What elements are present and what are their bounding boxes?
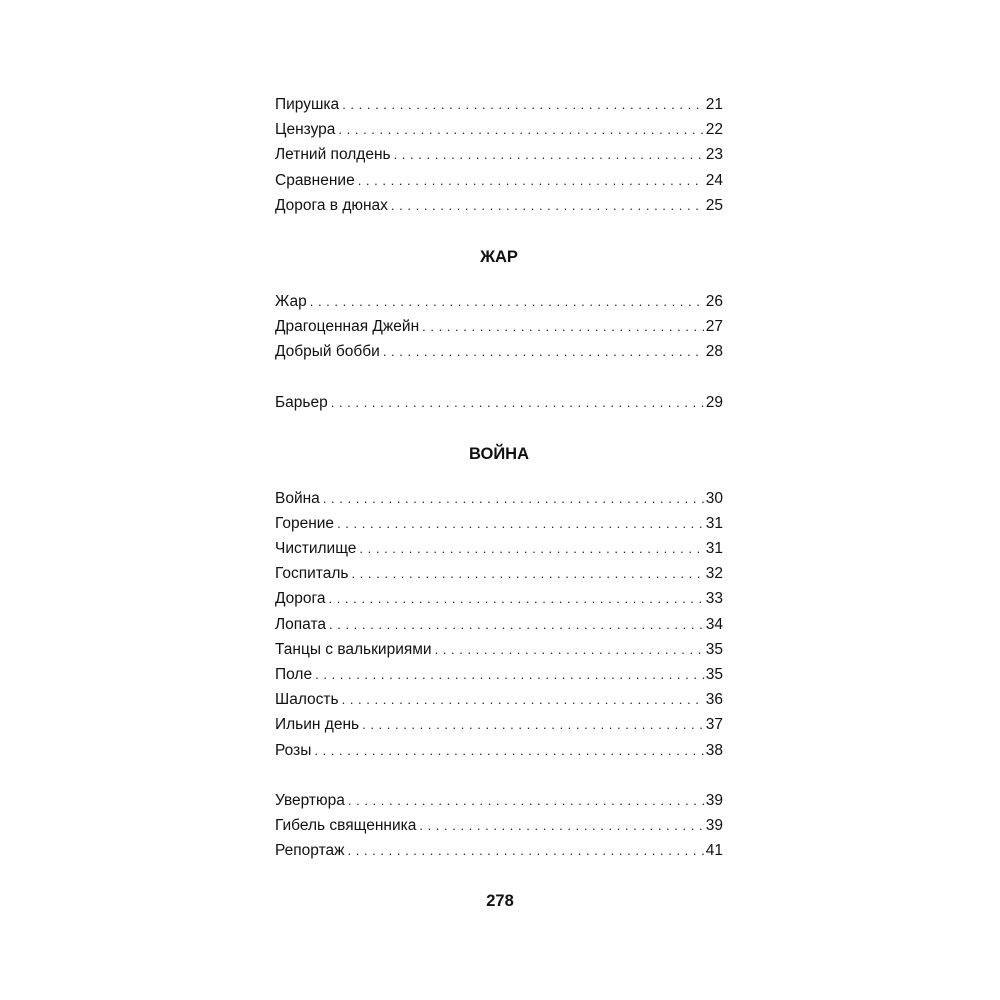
toc-entry xyxy=(275,117,723,142)
toc-entry xyxy=(275,486,723,511)
toc-entry-title: Барьер xyxy=(275,393,328,411)
toc-intro-group xyxy=(275,92,723,218)
toc-leader-dots xyxy=(435,637,704,662)
toc-entry-page: 35 xyxy=(705,666,723,683)
toc-entry-title: Репортаж xyxy=(275,842,345,860)
toc-entry-title: Госпиталь xyxy=(275,565,349,583)
toc-entry xyxy=(275,838,723,863)
group-spacer xyxy=(275,365,723,390)
toc-leader-dots xyxy=(337,511,704,536)
toc-entry xyxy=(275,561,723,586)
toc-entry-page: 30 xyxy=(705,489,723,507)
toc-entry-page: 39 xyxy=(705,816,723,834)
toc-entry-title: Лопата xyxy=(275,615,327,633)
toc-leader-dots xyxy=(348,788,704,813)
toc-leader-dots xyxy=(342,92,704,117)
toc-leader-dots xyxy=(314,738,703,763)
toc-entry-page: 27 xyxy=(705,318,723,336)
toc-entry-title: Розы xyxy=(275,741,312,759)
toc-leader-dots xyxy=(323,486,704,511)
toc-entry-page: 34 xyxy=(705,615,723,633)
section-heading: ЖАР xyxy=(480,247,518,266)
toc-entry-title: Поле xyxy=(275,666,313,683)
toc-entry xyxy=(275,289,723,314)
toc-entry-title: Танцы с валькириями xyxy=(275,640,432,658)
toc-entry-page: 23 xyxy=(705,146,723,164)
toc-entry-page: 22 xyxy=(705,121,723,139)
toc-entry xyxy=(275,637,723,662)
toc-leader-dots xyxy=(331,390,704,415)
toc-entry xyxy=(275,193,723,218)
toc-entry-title: Драгоценная Джейн xyxy=(275,318,420,336)
toc-leader-dots xyxy=(351,561,703,586)
toc-entry-page: 37 xyxy=(705,716,723,734)
toc-entry xyxy=(275,712,723,737)
toc-entry-page: 35 xyxy=(705,640,723,658)
toc-leader-dots xyxy=(422,314,704,339)
toc-entry xyxy=(275,612,723,637)
page-number: 278 xyxy=(486,892,514,910)
toc-entry xyxy=(275,390,723,415)
toc-entry-page: 32 xyxy=(705,565,723,583)
toc-entry-title: Дорога в дюнах xyxy=(275,196,388,214)
toc-entry-page: 33 xyxy=(705,590,723,608)
toc-entry-page: 38 xyxy=(705,741,723,759)
toc-entry xyxy=(275,586,723,611)
toc-entry xyxy=(275,813,723,838)
toc-entry-title: Дорога xyxy=(275,590,326,608)
toc-entry xyxy=(275,168,723,193)
toc-entry-page: 26 xyxy=(705,292,723,310)
toc-entry-page: 31 xyxy=(705,514,723,532)
toc-leader-dots xyxy=(329,612,704,637)
toc-entry-title: Летний полдень xyxy=(275,146,391,164)
toc-leader-dots xyxy=(383,339,704,364)
toc-entry-title: Увертюра xyxy=(275,791,345,809)
toc-entry-page: 24 xyxy=(705,171,723,189)
toc-entry-title: Пирушка xyxy=(275,96,340,113)
toc-entry xyxy=(275,662,723,687)
toc-entry-title: Цензура xyxy=(275,121,336,139)
toc-entry-title: Горение xyxy=(275,514,335,532)
toc-entry-page: 36 xyxy=(705,691,723,709)
toc-entry-title: Ильин день xyxy=(275,716,360,734)
toc-entry-page: 21 xyxy=(705,96,723,113)
toc-entry-page: 29 xyxy=(705,393,723,411)
toc-leader-dots xyxy=(338,117,703,142)
toc-entry-title: Шалость xyxy=(275,691,339,709)
toc-section-group xyxy=(275,486,723,763)
toc-leader-dots xyxy=(359,536,703,561)
toc-entry-title: Жар xyxy=(275,292,307,310)
toc-section-group xyxy=(275,788,723,864)
toc-leader-dots xyxy=(419,813,703,838)
section-heading: ВОЙНА xyxy=(468,444,530,463)
table-of-contents xyxy=(275,92,723,863)
toc-entry-page: 39 xyxy=(705,791,723,809)
toc-entry xyxy=(275,788,723,813)
toc-entry xyxy=(275,314,723,339)
toc-leader-dots xyxy=(315,662,704,687)
toc-entry xyxy=(275,339,723,364)
toc-leader-dots xyxy=(394,142,704,167)
toc-entry-title: Гибель священника xyxy=(275,816,417,834)
toc-entry-title: Добрый бобби xyxy=(275,343,380,361)
toc-leader-dots xyxy=(358,168,704,193)
toc-leader-dots xyxy=(348,838,704,863)
group-spacer xyxy=(275,763,723,788)
toc-entry xyxy=(275,142,723,167)
toc-leader-dots xyxy=(328,586,703,611)
toc-entry-title: Сравнение xyxy=(275,171,355,189)
toc-leader-dots xyxy=(362,712,704,737)
toc-entry xyxy=(275,536,723,561)
toc-entry xyxy=(275,738,723,763)
toc-entry xyxy=(275,511,723,536)
toc-leader-dots xyxy=(391,193,704,218)
toc-section-group xyxy=(275,289,723,365)
toc-leader-dots xyxy=(342,687,704,712)
toc-entry-title: Чистилище xyxy=(275,540,357,558)
toc-entry xyxy=(275,92,723,117)
toc-entry-page: 31 xyxy=(705,540,723,558)
toc-entry-page: 25 xyxy=(705,196,723,214)
toc-entry-title: Война xyxy=(275,489,320,507)
toc-section-group xyxy=(275,390,723,415)
toc-entry xyxy=(275,687,723,712)
toc-entry-page: 41 xyxy=(705,842,723,860)
toc-leader-dots xyxy=(310,289,704,314)
toc-entry-page: 28 xyxy=(705,343,723,361)
